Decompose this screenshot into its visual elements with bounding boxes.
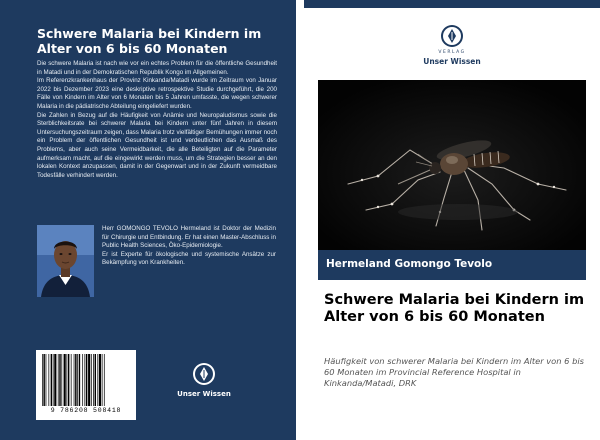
cover-image <box>318 80 586 250</box>
publisher-verlag-label: VERLAG <box>438 50 466 55</box>
front-cover-subtitle: Häufigkeit von schwerer Malaria bei Kindern im Alter von 6 bis 60 Monaten im Provincial Reference Hospital in Kinkanda/Matadi, DRK <box>324 356 584 388</box>
back-cover <box>0 0 296 440</box>
back-cover-title: Schwere Malaria bei Kindern im Alter von 6 bis 60 Monaten <box>37 26 262 56</box>
front-author-name: Hermeland Gomongo Tevolo <box>326 258 493 270</box>
book-spine <box>296 0 304 440</box>
front-publisher-logo <box>414 24 490 70</box>
front-cover <box>304 0 600 440</box>
front-publisher-name: Unser Wissen <box>423 57 481 66</box>
back-publisher-name: Unser Wissen <box>177 390 231 398</box>
back-publisher-logo <box>172 362 236 408</box>
isbn-number: 9 786208 508418 <box>50 407 122 414</box>
pen-nib-circle-icon <box>440 24 464 48</box>
front-cover-title: Schwere Malaria bei Kindern im Alter von 6 bis 60 Monaten <box>324 292 585 325</box>
pen-nib-circle-icon <box>192 362 216 386</box>
author-bio-paragraph: Er ist Experte für ökologische und systemische Ansätze zur Bekämpfung von Krankheiten. <box>102 250 276 267</box>
back-cover-blurb <box>37 60 277 180</box>
blurb-paragraph: Im Referenzkrankenhaus der Provinz Kinkanda/Matadi wurde im Zeitraum von Januar 2022 bis Dezember 2023 eine deskriptive retrospektive Studie durchgeführt, die 200 Fälle von Kindern im Alter von 6 Monaten bis 5 Jahren umfasste, die wegen schwerer Malaria in die pädiatrische Abteilung eingeliefert wurden. <box>37 77 277 110</box>
author-photo <box>37 225 94 297</box>
author-bar <box>318 250 586 280</box>
author-bio <box>102 225 276 268</box>
author-portrait-icon <box>37 225 94 297</box>
mosquito-photo-icon <box>318 80 586 250</box>
front-top-bar <box>304 0 600 8</box>
blurb-paragraph: Die Zahlen in Bezug auf die Häufigkeit von Anämie und Neuropaludismus sowie die Sterblichkeitsrate bei schwerer Malaria bei Kindern unter fünf Jahren in diesem Untersuchungszeitraum zeigen, dass Malaria trotz vielfältiger Bemühungen immer noch ein Problem der öffentlichen Gesundheit ist und verdeutlichen das Ausmaß des Problems, aber auch seine Vermeidbarkeit, die alle Beteiligten auf die Parameter aufmerksam macht, auf die eingewirkt werden muss, um die Strategien besser an den lokalen Kontext anzupassen, damit in der Gegenwart und in der Zukunft vermeidbare Todesfälle verhindert werden. <box>37 111 277 179</box>
isbn-barcode <box>36 350 136 420</box>
barcode-icon <box>40 354 132 406</box>
author-bio-paragraph: Herr GOMONGO TEVOLO Hermeland ist Doktor der Medizin für Chirurgie und Entbindung. Er hat einen Master-Abschluss in Public Health Sciences, Öko-Epidemiologie. <box>102 225 276 250</box>
blurb-paragraph: Die schwere Malaria ist nach wie vor ein echtes Problem für die öffentliche Gesundheit in Matadi und in der Demokratischen Republik Kongo im Allgemeinen. <box>37 60 277 76</box>
